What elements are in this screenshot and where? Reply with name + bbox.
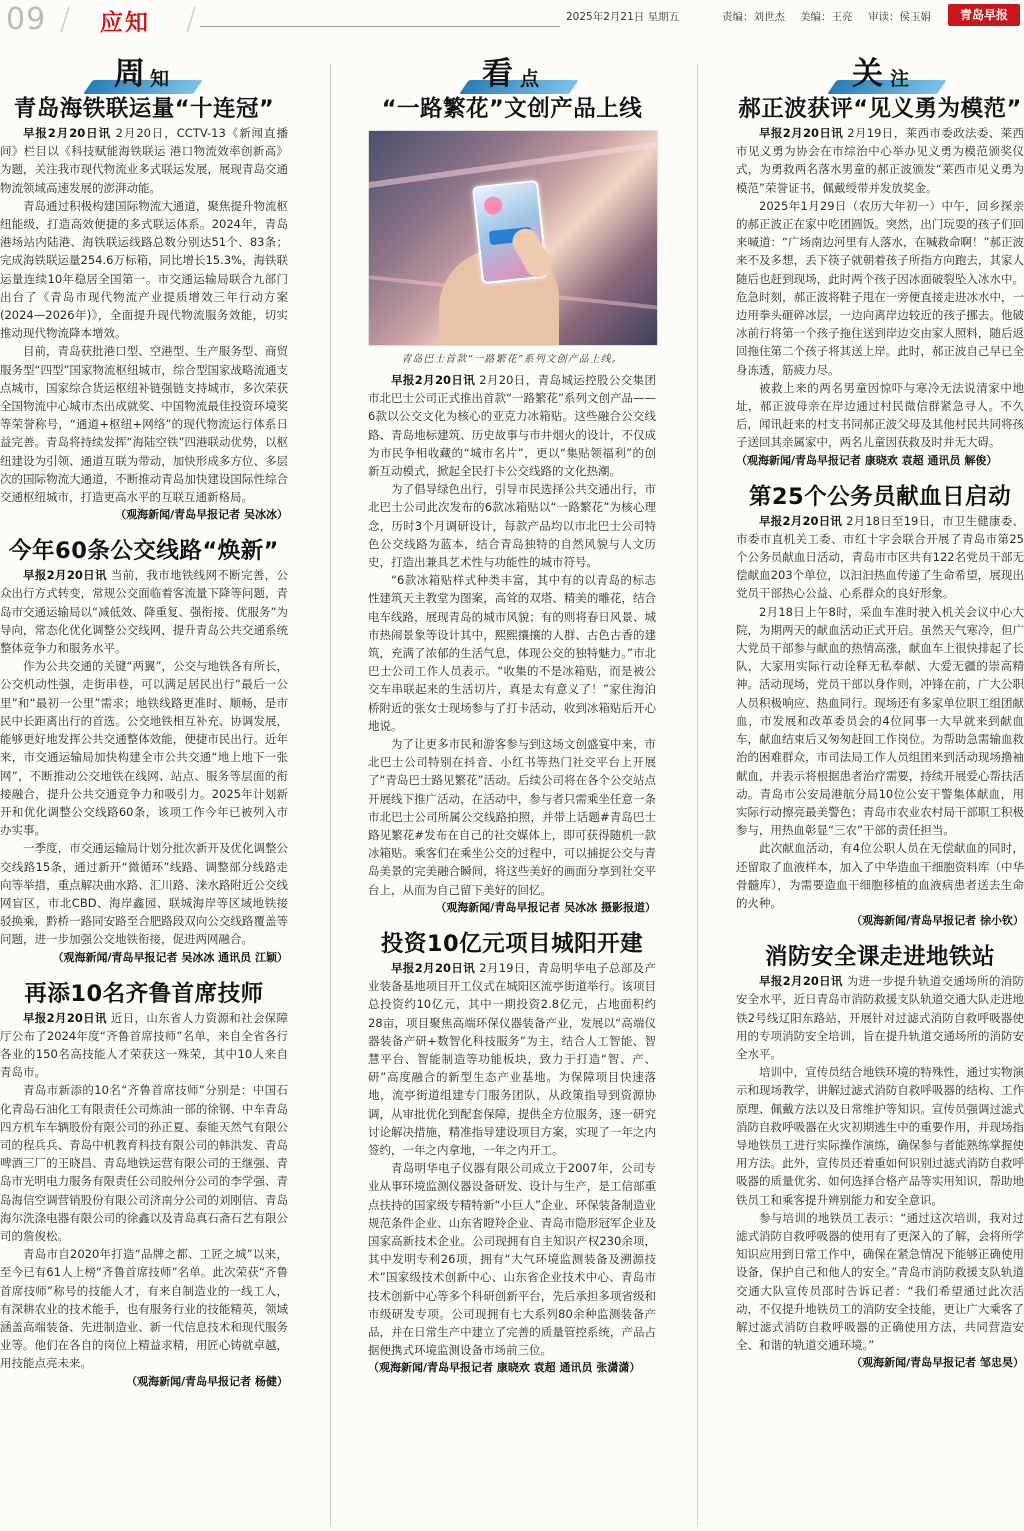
paragraph: 2月18日至19日，市卫生健康委、市委市直机关工委、市红十字会联合开展了青岛市第25个公务员献血日活动，青岛市市区共有122名党员干部无偿献血203个单位，以汩汩热血传递了生命希望，展现出党员干部热心公益、心系群众的良好形象。 [736,513,1024,601]
kicker-big: 关 [852,56,883,92]
kicker-small: 知 [150,68,170,90]
masthead [0,0,1024,37]
article [368,929,656,1377]
paragraph: 2月19日，莱西市委政法委、莱西市见义勇为协会在市综治中心举办见义勇为模范颁奖仪式，为勇救两名落水男童的郝正波颁发“莱西市见义勇为模范”荣誉证书，佩戴绶带并发放奖金。 [736,126,1024,195]
article [0,94,288,524]
article [736,482,1024,930]
dateline: 早报2月20日讯 [759,974,843,989]
article-title: 再添10名齐鲁首席技师 [24,980,264,1007]
byline: （观海新闻/青岛早报记者 吴冰冰 摄影报道） [435,900,656,914]
byline: （观海新闻/青岛早报记者 徐小钦） [851,914,1024,928]
paragraph: 2月19日，青岛明华电子总部及产业装备基地项目开工仪式在城阳区流亭街道举行。该项目总投资约10亿元，其中一期投资2.8亿元，占地面积约28亩，项目聚焦高端环保仪器装备产业，发展以“高端仪器装备产研+数智化科技服务”为主，结合人工智能、智慧平台、智能制造等功能板块，致力于打造“智、产、研”高度融合的新型生态产业基地。为保障项目快速落地，流亭街道组建专门服务团队，从政策指导到资源协调，从审批优化到配套保障，提供全方位服务，逐一研究讨论解决措施，精准指导建设项目方案，实现了一年之内签约，一年之内拿地，一年之内开工。 [368,960,656,1157]
paragraph: 作为公共交通的关键“两翼”，公交与地铁各有所长，公交机动性强，走街串巷，可以满足居民出行“最后一公里”和“最初一公里”需求；地铁线路更准时、顺畅，是市民中长距离出行的首选。公交地铁相互补充、协调发展，能够更好地发挥公共交通整体效能，便捷市民出行。近年来，市交通运输局加快构建全市公共交通“地上地下一张网”，不断推动公交地铁在线网、站点、服务等层面的衔接融合，提升公共交通竞争力和吸引力。2025年计划新开和优化调整公交线路60条，该项工作今年已被列入市办实事。 [0,659,288,838]
article-title: 郝正波获评“见义勇为模范” [738,96,1022,122]
newspaper-logo: 青岛早报 [948,4,1020,26]
byline: （观海新闻/青岛早报记者 康晓欢 袁超 通讯员 张潇潇） [368,1361,641,1375]
paragraph: 培训中，宣传员结合地铁环境的特殊性，通过实物演示和现场教学，讲解过滤式消防自救呼吸器的结构、工作原理、佩戴方法以及日常维护等知识。宣传员强调过滤式消防自救呼吸器在火灾初期逃生中的重要作用，并现场指导地铁员工进行实际操作演练，确保参与者能熟练掌握使用方法。此外，宣传员还着重如何识别过滤式消防自救呼吸器的质量优劣、如何选择合格产品等实用知识，帮助地铁员工和乘客提升辨别能力和安全意识。 [736,1065,1024,1207]
paragraph: “6款冰箱贴样式种类丰富，其中有的以青岛的标志性建筑天主教堂为图案，高耸的双塔、精美的雕花，结合电车线路，展现青岛的城市风貌；有的则将春日风景、城市热闹景象等设计其中，熙熙攘攘的人群、古色古香的建筑，充满了浓郁的生活气息，体现公交的独特魅力。”市北巴士公司工作人员表示。“收集的不是冰箱贴，而是被公交车串联起来的生活切片，真是太有意义了！”家住海泊桥附近的张女士现场参与了打卡活动，收到冰箱贴后开心地说。 [368,573,656,733]
paragraph: 青岛通过积极构建国际物流大通道，聚焦提升物流枢纽能级，打造高效便捷的多式联运体系。2024年，青岛港场站内陆港、海铁联运线路总数分别达51个、83条；完成海铁联运量254.6万标箱，同比增长15.3%，海铁联运量连续10年稳居全国第一。市交通运输局联合九部门出台了《青岛市现代物流产业提质增效三年行动方案(2024—2026年)》，全面提升现代物流服务效能，切实推动现代物流降本增效。 [0,198,288,341]
dateline: 早报2月20日讯 [391,373,476,387]
byline: （观海新闻/青岛早报记者 康晓欢 袁超 通讯员 解俊） [736,453,998,467]
byline: （观海新闻/青岛早报记者 杨健） [126,1374,288,1388]
article [736,94,1024,470]
page-number: 09 [6,2,47,37]
kicker-swash [827,80,947,94]
column-divider [330,64,331,1526]
paragraph: 2月18日上午8时，采血车准时驶入机关会议中心大院，为期两天的献血活动正式开启。虽然天气寒冷，但广大党员干部参与献血的热情高涨，献血车上很快排起了长队，大家用实际行动诠释无私奉献、大爱无疆的崇高精神。活动现场，党员干部以身作则，冲锋在前，广大公职人员积极响应、热血同行。现场还有多家单位职工组团献血，市发展和改革委员会的4位同事一大早就来到献血车，献血结束后又匆匆赶回工作岗位。为帮助急需输血救治的困难群众，市司法局工作人员组团来到活动现场撸袖献血，并表示将根据患者治疗需要，持续开展爱心帮扶活动。青岛市公安局港航分局10位公安干警集体献血，用实际行动擦亮最美警色；青岛市农业农村局干部职工积极参与，用热血彰显“三农”干部的责任担当。 [736,604,1024,838]
art-editor-credit: 美编：王亮 [800,11,853,23]
left-column [0,34,288,1391]
article [368,94,656,917]
dateline: 早报2月20日讯 [391,960,476,975]
paragraph: 此次献血活动，有4位公职人员在无偿献血的同时，还留取了血液样本，加入了中华造血干细胞资料库（中华骨髓库），为需要造血干细胞移植的血液病患者送去生命的火种。 [736,841,1024,910]
dateline: 早报2月20日讯 [759,126,844,140]
photo-caption: 青岛巴士首款“一路繁花”系列文创产品上线。 [401,354,623,365]
column-divider [697,64,698,1526]
paragraph: 当前，我市地铁线网不断完善，公众出行方式转变，常规公交面临着客流量下降等问题，青岛市交通运输局以“减低效、降重复、强衔接、优服务”为导向，常态化优化调整公交线网，提升青岛公共交通系统整体竞争力和服务水平。 [0,568,289,656]
masthead-rule [200,26,560,27]
kicker-small: 点 [520,68,540,90]
byline: （观海新闻/青岛早报记者 邹忠昊） [851,1356,1024,1370]
kicker-small: 注 [890,68,910,90]
section-name: 应知 [100,10,150,36]
article-title: 消防安全课走进地铁站 [764,944,995,971]
kicker-big: 周 [114,56,145,92]
article [736,942,1024,1372]
article-title: 第25个公务员献血日启动 [748,483,1012,510]
slash-divider: / [186,2,197,37]
paragraph: 被救上来的两名男童因惊吓与寒冷无法说清家中地址，郝正波母亲在岸边通过村民微信群紧急寻人。不久后，闻讯赶来的村支书同郝正波父母及其他村民共同将孩子送回其亲属家中，两名儿童因获救及时并无大碍。 [736,380,1024,450]
article-title: 投资10亿元项目城阳开建 [380,930,644,957]
editor-credit: 责编：刘世杰 [722,11,785,23]
byline: （观海新闻/青岛早报记者 吴冰冰） [115,508,288,522]
article-title: 青岛海铁联运量“十连冠” [13,96,275,122]
byline: （观海新闻/青岛早报记者 吴冰冰 通讯员 江颖） [52,950,288,964]
article-title: 今年60条公交线路“焕新” [9,538,279,565]
kicker-swash [459,80,579,94]
article [0,536,288,966]
paragraph: 青岛市自2020年打造“品牌之都、工匠之城”以来，至今已有61人上榜“齐鲁首席技师”名单。此次荣获“齐鲁首席技师”称号的技能人才，有来自制造业的一线工人，有深耕农业的技术能手，也有服务行业的技能精英，领域涵盖高端装备、先进制造业、新一代信息技术和现代服务业等。他们在各自的岗位上精益求精，用匠心铸就卓越，用技能点亮未来。 [0,1247,288,1371]
paragraph: 青岛市新添的10名“齐鲁首席技师”分别是：中国石化青岛石油化工有限责任公司炼油一部的徐钢、中车青岛四方机车车辆股份有限公司的孙正夏、泰能天然气有限公司的程兵兵、青岛中机教育科技有限公司的韩洪发、青岛啤酒三厂的王晓昌、青岛地铁运营有限公司的王继强、青岛市光明电力服务有限责任公司胶州分公司的李学强、青岛海信空调营销股份有限公司济南分公司的刘刚信、青岛海尔洗涤电器有限公司的徐鑫以及青岛真石斋石艺有限公司的詹俊松。 [0,1083,288,1243]
dateline: 早报2月20日讯 [23,126,112,140]
slash-divider: / [60,2,71,37]
date-line: 2025年2月21日 星期五 [566,11,680,23]
column-kicker [0,34,288,94]
paragraph: 为了让更多市民和游客参与到这场文创盛宴中来，市北巴士公司特别在抖音、小红书等热门社交平台上开展了“青岛巴士路见繁花”活动。后续公司将在各个公交站点开展线下推广活动，在活动中，参与者只需乘坐任意一条市北巴士公司所属公交线路拍照，并带上话题#青岛巴士路见繁花#发布在自己的社交媒体上，即可获得随机一款冰箱贴。乘客们在乘坐公交的过程中，可以捕捉公交与青岛美景的完美融合瞬间，将这些美好的画面分享到社交平台上，从而为自己留下美好的回忆。 [368,737,656,897]
column-kicker [368,34,656,94]
dateline: 早报2月20日讯 [23,568,107,583]
paragraph: 目前，青岛获批港口型、空港型、生产服务型、商贸服务型“四型”国家物流枢纽城市，综合型国家战略流通支点城市，国家综合货运枢纽补链强链支持城市，多次荣获全国物流中心城市杰出成就奖、中国物流最佳投资环境奖等荣誉称号，“通道+枢纽+网络”的现代物流运行体系日益完善。青岛将持续发挥“海陆空铁”四港联动优势，以枢纽建设为引领、通道互联为带动，加快形成多方位、多层次的国际物流大通道，不断推动青岛加快建设国际性综合交通枢纽城市，打造更高水平的互联互通新格局。 [0,344,288,505]
column-kicker [736,34,1024,94]
dateline: 早报2月20日讯 [759,513,843,528]
paragraph: 2月20日，CCTV-13《新闻直播间》栏目以《科技赋能海铁联运 港口物流效率创新高》为题，关注我市现代物流业多式联运发展，展现青岛交通物流领域高速发展的澎湃动能。 [0,126,288,195]
kicker-big: 看 [482,56,513,92]
paragraph: 青岛明华电子仪器有限公司成立于2007年，公司专业从事环境监测仪器设备研发、设计与生产，是工信部重点扶持的国家级专精特新“小巨人”企业、环保装备制造业规范条件企业、山东省瞪羚企业、青岛市隐形冠军企业及国家高新技术企业。公司现拥有自主知识产权230余项，其中发明专利26项，拥有“大气环境监测装备及溯源技术”国家级技术创新中心、山东省企业技术中心、青岛市技术创新中心等多个科研创新平台，先后承担多项省级和市级研发专项。公司现拥有七大系列80余种监测装备产品，并在日常生产中建立了完善的质量管控系统，产品占据便携式环境监测设备市场前三位。 [368,1161,656,1358]
article-photo [368,130,658,346]
paragraph: 2月20日，青岛城运控股公交集团市北巴士公司正式推出首款“一路繁花”系列文创产品——6款以公交文化为核心的亚克力冰箱贴。这些融合公交线路、青岛地标建筑、历史故事与市井烟火的设计，不仅成为市民争相收藏的“城市名片”，更以“集贴领福利”的创新互动模式，掀起全民打卡公交线路的文化热潮。 [368,373,656,479]
paragraph: 一季度，市交通运输局计划分批次新开及优化调整公交线路15条，通过新开“微循环”线路、调整部分线路走向等举措，重点解决曲水路、汇川路、涞水路附近公交线网盲区，市北CBD、海岸鑫园、联城海岸等区域地铁接驳换乘，黔桥一路同安路至合肥路段双向公交线路覆盖等问题，进一步加强公交地铁衔接，促进两网融合。 [0,841,288,947]
right-column [736,34,1024,1372]
paragraph: 为了倡导绿色出行，引导市民选择公共交通出行，市北巴士公司此次发布的6款冰箱贴以“一路繁花”为核心理念，历时3个月调研设计，每款产品均以市北巴士公司特色公交线路为蓝本，结合青岛独特的自然风貌与人文历史，打造出兼具艺术性与功能性的城市符号。 [368,482,656,570]
dateline: 早报2月20日讯 [23,1010,107,1025]
paragraph: 近日，山东省人力资源和社会保障厅公布了2024年度“齐鲁首席技师”名单，来自全省各行各业的150名高技能人才荣获这一殊荣，其中10人来自青岛市。 [0,1010,289,1080]
article [0,979,288,1391]
paragraph: 参与培训的地铁员工表示：“通过这次培训，我对过滤式消防自救呼吸器的使用有了更深入的了解，会将所学知识应用到日常工作中，确保在紧急情况下能够正确使用设备，保护自己和他人的安全。”青岛市消防救援支队轨道交通大队宣传员邵时告诉记者：“我们希望通过此次活动，不仅提升地铁员工的消防安全技能，更让广大乘客了解过滤式消防自救呼吸器的正确使用方法，共同营造安全、和谐的轨道交通环境。” [736,1210,1024,1353]
proofreader-credit: 审读：侯玉娟 [868,11,931,23]
middle-column [368,34,656,1377]
paragraph: 2025年1月29日（农历大年初一）中午，回乡探亲的郝正波正在家中吃团圆饭。突然，出门玩耍的孩子们回来喊道：“广场南边河里有人落水，在喊救命啊！”郝正波来不及多想，丢下筷子就朝着孩子所指方向跑去，其家人随后也赶到现场，此时两个孩子因冰面破裂坠入冰水中。危急时刻，郝正波将鞋子甩在一旁便直接走进冰水中，一边用拳头砸碎冰层，一边向离岸边较近的孩子挪去。他破冰前行将第一个孩子拖住送到岸边交由家人照料，随后返回拖住第二个孩子将其送上岸。此时，郝正波自己早已全身冻透，筋疲力尽。 [736,198,1024,377]
article-title: “一路繁花”文创产品上线 [381,96,643,122]
paragraph: 为进一步提升轨道交通场所的消防安全水平，近日青岛市消防救援支队轨道交通大队走进地铁2号线辽阳东路站，开展针对过滤式消防自救呼吸器使用的专项消防安全培训，旨在提升轨道交通场所的消防安全水平。 [736,974,1024,1061]
